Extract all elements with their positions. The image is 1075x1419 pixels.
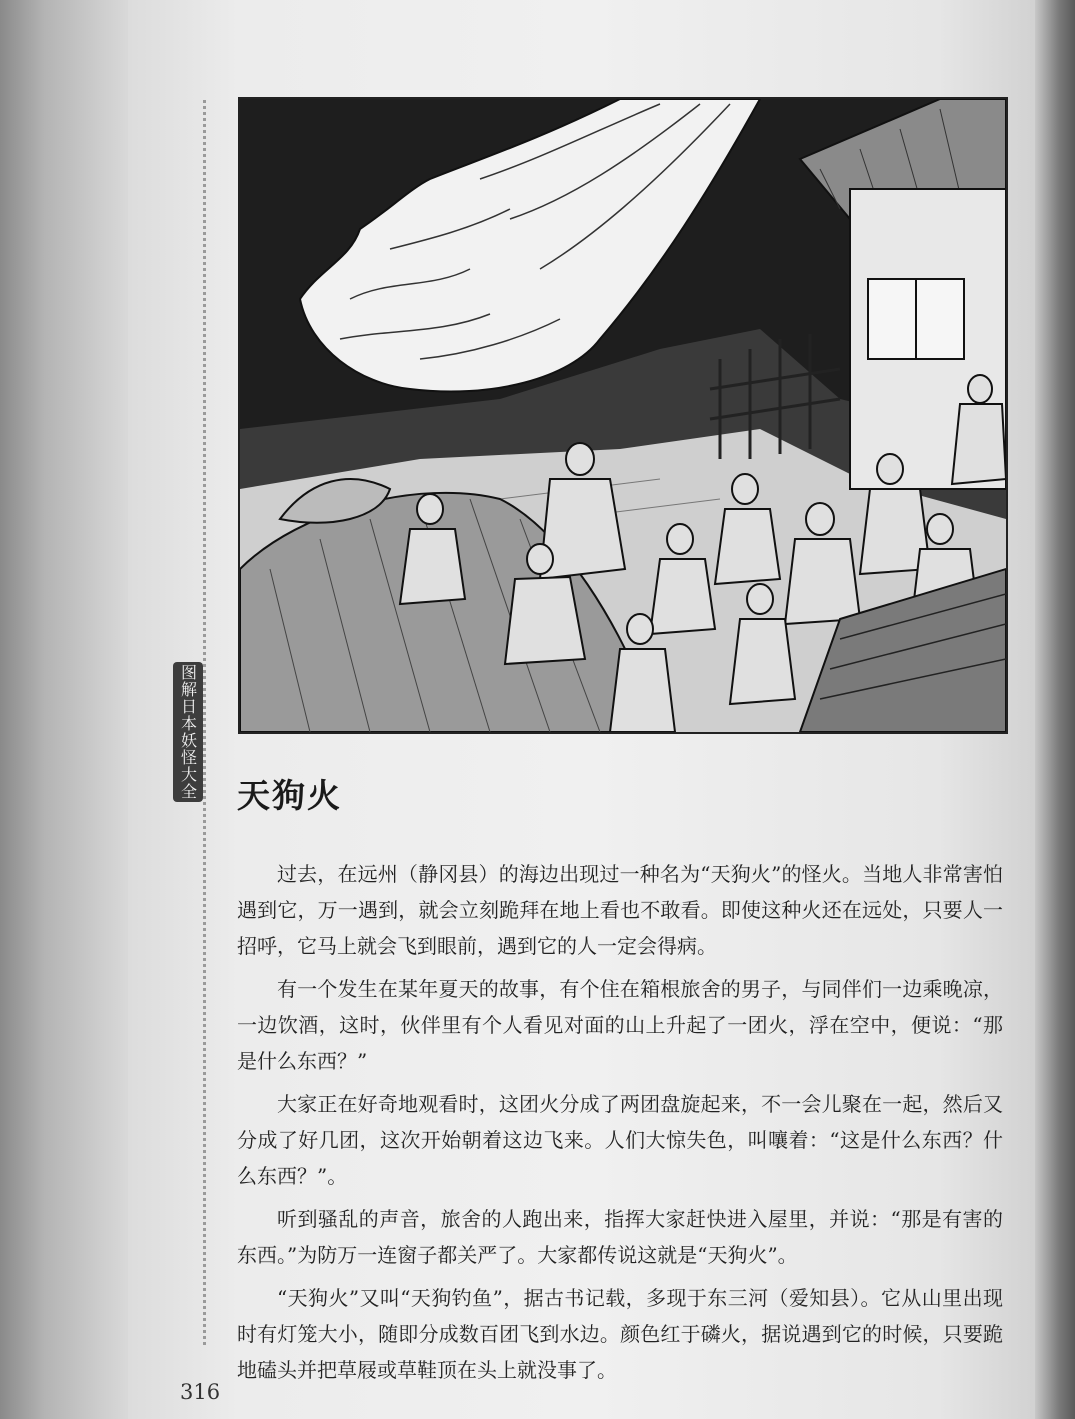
series-title: 图解日本妖怪大全 bbox=[178, 664, 198, 800]
series-side-tab bbox=[173, 662, 203, 802]
article-title: 天狗火 bbox=[237, 776, 342, 815]
article-body bbox=[237, 856, 1003, 1395]
paragraph: 听到骚乱的声音，旅舍的人跑出来，指挥大家赶快进入屋里，并说：“那是有害的东西。”为防万一连窗子都关严了。大家都传说这就是“天狗火”。 bbox=[237, 1207, 1003, 1267]
paragraph: 大家正在好奇地观看时，这团火分成了两团盘旋起来，不一会儿聚在一起，然后又分成了好几团，这次开始朝着这边飞来。人们大惊失色，叫嚷着：“这是什么东西？什么东西？”。 bbox=[237, 1092, 1003, 1188]
page-number: 316 bbox=[180, 1380, 221, 1404]
page-edge-shadow bbox=[1035, 0, 1075, 1419]
paragraph: “天狗火”又叫“天狗钓鱼”，据古书记载，多现于东三河（爱知县）。它从山里出现时有灯笼大小，随即分成数百团飞到水边。颜色红于磷火，据说遇到它的时候，只要跪地磕头并把草屐或草鞋顶在头上就没事了。 bbox=[237, 1286, 1003, 1382]
paragraph: 有一个发生在某年夏天的故事，有个住在箱根旅舍的男子，与同伴们一边乘晚凉，一边饮酒，这时，伙伴里有个人看见对面的山上升起了一团火，浮在空中，便说：“那是什么东西？” bbox=[237, 977, 1003, 1073]
paragraph: 过去，在远州（静冈县）的海边出现过一种名为“天狗火”的怪火。当地人非常害怕遇到它，万一遇到，就会立刻跪拜在地上看也不敢看。即使这种火还在远处，只要人一招呼，它马上就会飞到眼前，遇到它的人一定会得病。 bbox=[237, 862, 1003, 958]
dotted-margin-line bbox=[203, 100, 206, 1345]
tengu-fire-illustration bbox=[238, 97, 1008, 734]
